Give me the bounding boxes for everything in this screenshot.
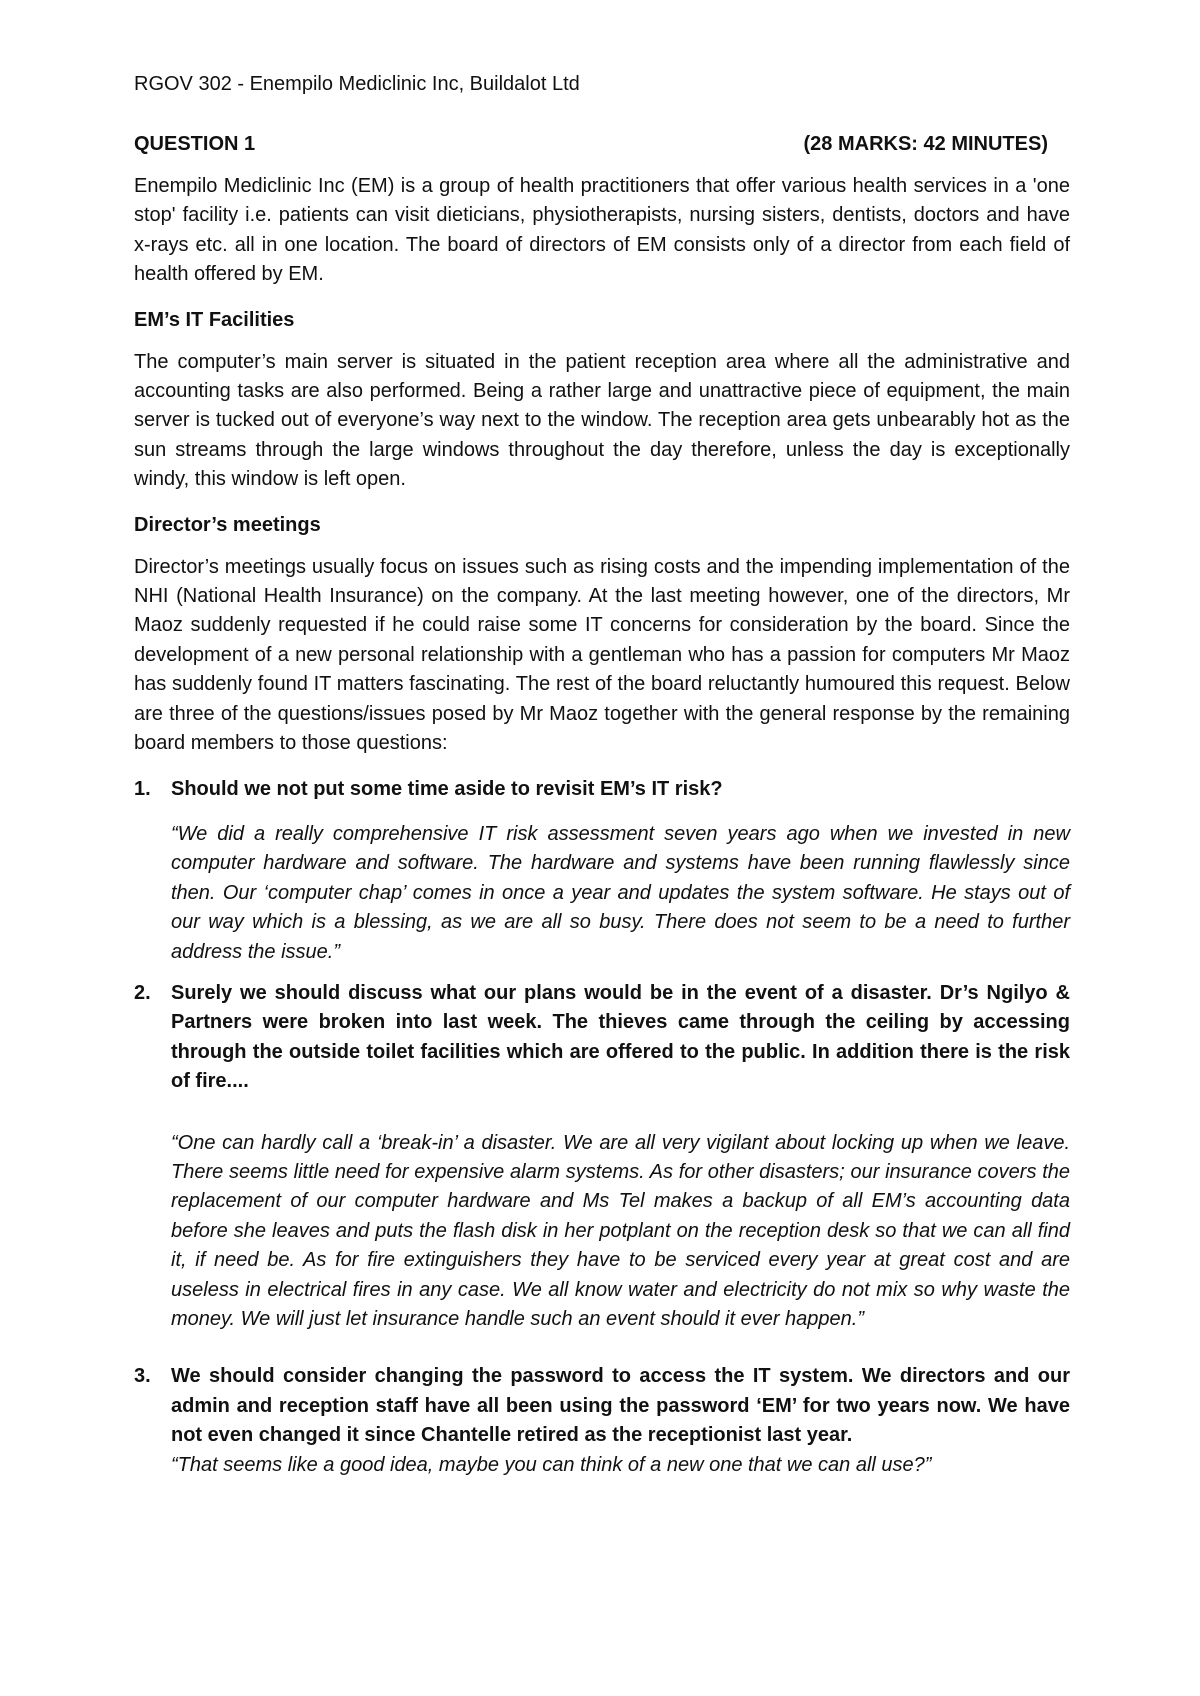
- meetings-heading: Director’s meetings: [134, 513, 321, 536]
- page-header: RGOV 302 - Enempilo Mediclinic Inc, Buildalot Ltd: [134, 73, 580, 95]
- it-facilities-paragraph: The computer’s main server is situated in the patient reception area where all the administrative and accounting tasks are also performed. Being a rather large and unattractive piece of equipment, the main server is tucked out of everyone’s way next to the window. The reception area gets unbearably hot as the sun streams through the large windows throughout the day therefore, unless the day is exceptionally windy, this window is left open.: [134, 350, 1070, 491]
- meetings-paragraph: Director’s meetings usually focus on issues such as rising costs and the impending implementation of the NHI (National Health Insurance) on the company. At the last meeting however, one of the directors, Mr Maoz suddenly requested if he could raise some IT concerns for consideration by the board. Since the development of a new personal relationship with a gentleman who has a passion for computers Mr Maoz has suddenly found IT matters fascinating. The rest of the board reluctantly humoured this request. Below are three of the questions/issues posed by Mr Maoz together with the general response by the remaining board members to those questions:: [134, 555, 1070, 755]
- issue-number: 1.: [134, 777, 151, 800]
- issue-item-1: [134, 775, 1070, 967]
- issue-question: Should we not put some time aside to revisit EM’s IT risk?: [171, 777, 723, 800]
- issue-question: We should consider changing the password to access the IT system. We directors and our admin and reception staff have all been using the password ‘EM’ for two years now. We have not even changed it since Chantelle retired as the receptionist last year.: [171, 1365, 1070, 1447]
- question-title: QUESTION 1: [134, 133, 256, 155]
- question-marks: (28 MARKS: 42 MINUTES): [803, 133, 1048, 155]
- board-response: “That seems like a good idea, maybe you can think of a new one that we can all use?”: [171, 1453, 932, 1476]
- intro-paragraph: Enempilo Mediclinic Inc (EM) is a group of health practitioners that offer various health services in a 'one stop' facility i.e. patients can visit dieticians, physiotherapists, nursing sisters, dentists, doctors and have x-rays etc. all in one location. The board of directors of EM consists only of a director from each field of health offered by EM.: [134, 175, 1070, 286]
- issue-number: 2.: [134, 981, 151, 1004]
- issue-question: Surely we should discuss what our plans would be in the event of a disaster. Dr’s Ngilyo & Partners were broken into last week. The thieves came through the ceiling by accessing through the outside toilet facilities which are offered to the public. In addition there is the risk of fire....: [171, 981, 1070, 1093]
- issue-number: 3.: [134, 1365, 151, 1388]
- issue-item-2: [134, 979, 1070, 1334]
- it-facilities-heading: EM’s IT Facilities: [134, 308, 295, 331]
- page-content: [134, 72, 1070, 1480]
- issue-item-3: [134, 1362, 1070, 1480]
- question-title-row: [134, 132, 1070, 156]
- board-response: “One can hardly call a ‘break-in’ a disaster. We are all very vigilant about locking up when we leave. There seems little need for expensive alarm systems. As for other disasters; our insurance covers the replacement of our computer hardware and Ms Tel makes a backup of all EM’s accounting data before she leaves and puts the flash disk in her potplant on the reception desk so that we can all find it, if need be. As for fire extinguishers they have to be serviced every year at great cost and are useless in electrical fires in any case. We all know water and electricity do not mix so why waste the money. We will just let insurance handle such an event should it ever happen.”: [171, 1131, 1070, 1330]
- board-response: “We did a really comprehensive IT risk assessment seven years ago when we invested in new computer hardware and software. The hardware and systems have been running flawlessly since then. Our ‘computer chap’ comes in once a year and updates the system software. He stays out of our way which is a blessing, as we are all so busy. There does not seem to be a need to further address the issue.”: [171, 822, 1070, 963]
